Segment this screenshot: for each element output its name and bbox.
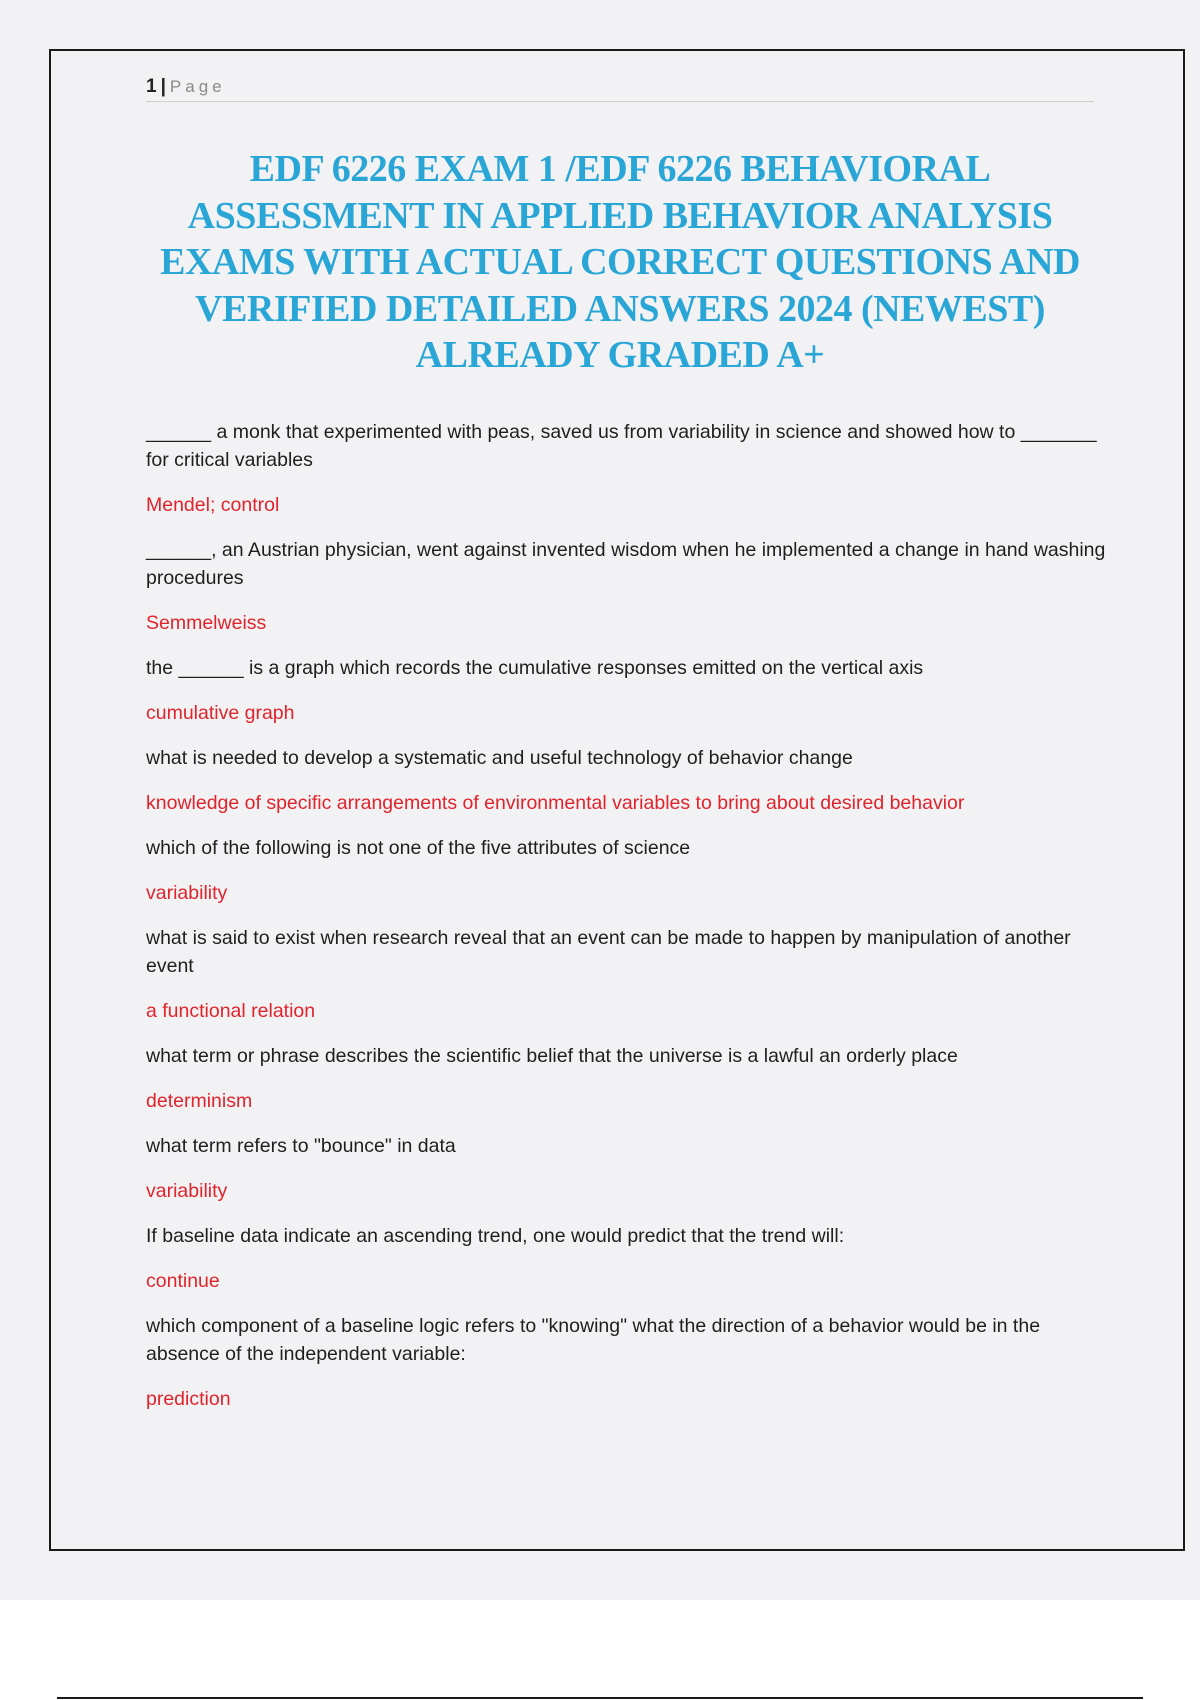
- answer-text: continue: [146, 1270, 220, 1292]
- footer-divider: [57, 1697, 1143, 1699]
- document-title: EDF 6226 EXAM 1 /EDF 6226 BEHAVIORAL ASSESSMENT IN APPLIED BEHAVIOR ANALYSIS EXAMS WITH ACTUAL CORRECT QUESTIONS AND VERIFIED DETAILED ANSWERS 2024 (NEWEST) ALREADY GRADED A+: [160, 148, 1080, 376]
- question-text: which component of a baseline logic refers to "knowing" what the direction of a behavior would be in the absence of the independent variable:: [146, 1315, 1041, 1365]
- qa-item: [146, 744, 1106, 817]
- page-frame: [49, 49, 1185, 1551]
- answer-text: variability: [146, 882, 228, 904]
- page-header: [146, 75, 1094, 102]
- question-text: If baseline data indicate an ascending trend, one would predict that the trend will:: [146, 1225, 845, 1247]
- qa-item: [146, 1132, 1106, 1205]
- question-text: ______, an Austrian physician, went against invented wisdom when he implemented a change in hand washing procedures: [146, 539, 1106, 589]
- question-text: the ______ is a graph which records the cumulative responses emitted on the vertical axis: [146, 657, 924, 679]
- answer-text: Semmelweiss: [146, 612, 267, 634]
- qa-item: [146, 1222, 1106, 1295]
- answer-text: variability: [146, 1180, 228, 1202]
- qa-list: [146, 418, 1106, 1430]
- answer-text: cumulative graph: [146, 702, 295, 724]
- qa-item: [146, 834, 1106, 907]
- page-separator: |: [160, 76, 166, 97]
- qa-item: [146, 1042, 1106, 1115]
- question-text: ______ a monk that experimented with peas, saved us from variability in science and showed how to _______ for critical variables: [146, 421, 1097, 471]
- qa-item: [146, 1312, 1106, 1413]
- question-text: what term or phrase describes the scientific belief that the universe is a lawful an orderly place: [146, 1045, 958, 1067]
- qa-item: [146, 418, 1106, 519]
- qa-item: [146, 924, 1106, 1025]
- question-text: what is said to exist when research reveal that an event can be made to happen by manipulation of another event: [146, 927, 1071, 977]
- page-label: Page: [169, 77, 226, 96]
- answer-text: Mendel; control: [146, 494, 280, 516]
- page-number: 1: [146, 76, 157, 97]
- qa-item: [146, 654, 1106, 727]
- answer-text: a functional relation: [146, 1000, 316, 1022]
- answer-text: prediction: [146, 1388, 231, 1410]
- answer-text: knowledge of specific arrangements of environmental variables to bring about desired behavior: [146, 792, 965, 814]
- question-text: what term refers to "bounce" in data: [146, 1135, 456, 1157]
- answer-text: determinism: [146, 1090, 253, 1112]
- question-text: what is needed to develop a systematic and useful technology of behavior change: [146, 747, 853, 769]
- question-text: which of the following is not one of the five attributes of science: [146, 837, 691, 859]
- qa-item: [146, 536, 1106, 637]
